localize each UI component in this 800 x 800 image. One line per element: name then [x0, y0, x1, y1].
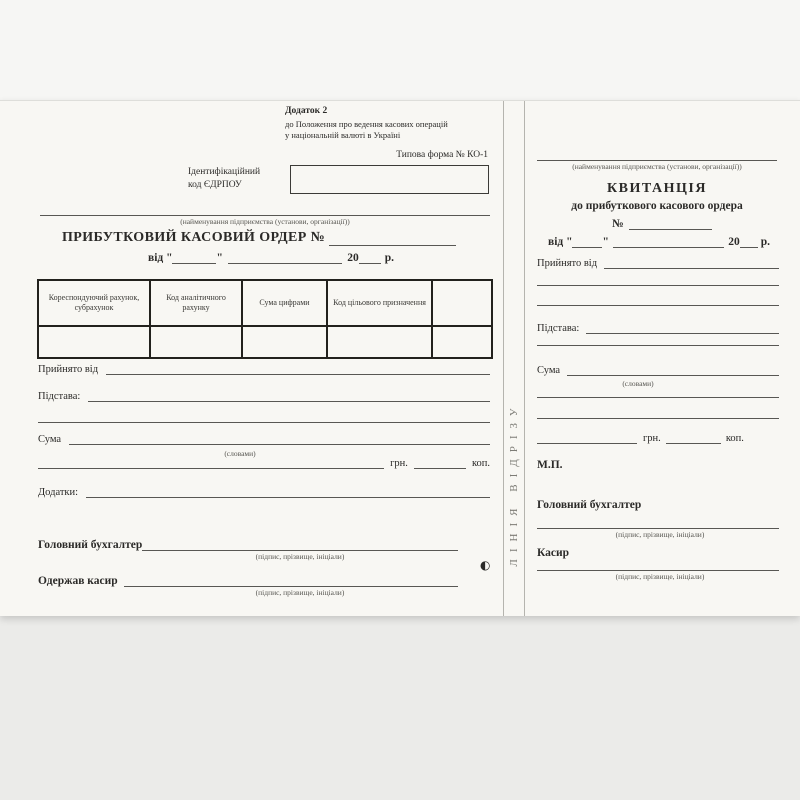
company-name-caption: (найменування підприємства (установи, організації)) — [180, 217, 350, 226]
date-prefix: від " — [548, 236, 573, 248]
chief-accountant-row — [38, 539, 458, 551]
corr-account-table — [37, 279, 493, 359]
header-cell-analytic-code: Код аналітичного рахунку — [150, 280, 242, 326]
accepted-from-line[interactable] — [604, 263, 779, 269]
chief-accountant-label: Головний бухгалтер — [38, 539, 143, 551]
date-year-prefix: 20 — [347, 252, 359, 264]
company-name-line[interactable] — [40, 215, 490, 216]
sum-row — [38, 434, 490, 445]
hrn-label: грн. — [643, 433, 661, 444]
received-cashier-row — [38, 575, 458, 587]
sum-line-2[interactable] — [38, 463, 384, 469]
sum-label: Сума — [38, 434, 62, 445]
received-cashier-signature-line[interactable] — [124, 581, 458, 587]
background-top — [0, 0, 800, 100]
kop-line[interactable] — [666, 438, 721, 444]
header-cell-purpose-code: Код цільового призначення — [327, 280, 432, 326]
header-cell-extra — [432, 280, 492, 326]
date-month-line[interactable] — [228, 258, 342, 264]
receipt-accepted-from-row — [537, 258, 779, 269]
number-sign: № — [612, 218, 624, 230]
receipt-company-name-line[interactable] — [537, 160, 777, 161]
chief-accountant-signature-line[interactable] — [537, 528, 779, 529]
annex-number: Додаток 2 — [285, 106, 328, 116]
accepted-from-line-3[interactable] — [537, 305, 779, 306]
basis-line-2[interactable] — [537, 345, 779, 346]
sum-line-2[interactable] — [537, 397, 779, 398]
signature-caption: (підпис, прізвище, ініціали) — [615, 572, 705, 581]
receipt-basis-row — [537, 323, 779, 334]
attachments-line[interactable] — [86, 492, 490, 498]
cut-line-left — [503, 101, 504, 616]
cashier-signature-line[interactable] — [537, 570, 779, 571]
header-cell-corr-account: Кореспондуючий рахунок, субрахунок — [38, 280, 150, 326]
attachments-label: Додатки: — [38, 487, 79, 498]
annex-text-line2: у національній валюті в Україні — [285, 130, 401, 140]
cell-purpose-code[interactable] — [327, 326, 432, 358]
basis-label: Підстава: — [537, 323, 580, 334]
cell-analytic-code[interactable] — [150, 326, 242, 358]
accepted-from-line-2[interactable] — [537, 285, 779, 286]
date-day-line[interactable] — [172, 258, 216, 264]
cell-extra[interactable] — [432, 326, 492, 358]
receipt-sum-row — [537, 365, 779, 376]
date-quote: " — [602, 236, 609, 248]
sum-line-3[interactable] — [537, 418, 779, 419]
table-header-row — [38, 280, 492, 326]
form-type-label: Типова форма № КО-1 — [396, 150, 488, 160]
receipt-hrn-kop-row — [537, 433, 762, 444]
signature-caption: (підпис, прізвище, ініціали) — [255, 552, 345, 561]
cut-line-label: ЛІНІЯ ВІДРІЗУ — [508, 401, 520, 567]
receipt-number-row — [612, 218, 712, 230]
sum-words-caption: (словами) — [224, 449, 256, 458]
kop-label: коп. — [725, 433, 744, 444]
receipt-title: КВИТАНЦІЯ — [607, 181, 707, 196]
sum-line[interactable] — [567, 370, 779, 376]
date-year-line[interactable] — [740, 242, 758, 248]
edrpou-label-line2: код ЄДРПОУ — [188, 180, 242, 190]
date-quote: " — [216, 252, 223, 264]
table-data-row — [38, 326, 492, 358]
signature-caption: (підпис, прізвище, ініціали) — [255, 588, 345, 597]
date-year-suffix: р. — [384, 252, 394, 264]
order-title-row — [62, 231, 456, 246]
receipt-subtitle: до прибуткового касового ордера — [571, 200, 743, 212]
basis-row — [38, 391, 490, 402]
kop-label: коп. — [471, 458, 490, 469]
sum-line[interactable] — [69, 439, 490, 445]
chief-accountant-signature-line[interactable] — [142, 545, 458, 551]
edrpou-label-line1: Ідентифікаційний — [188, 167, 261, 177]
date-year-suffix: р. — [760, 236, 770, 248]
date-month-line[interactable] — [613, 242, 724, 248]
accepted-from-label: Прийнято від — [38, 364, 99, 375]
order-date-row — [148, 252, 394, 264]
sum-words-caption: (словами) — [622, 379, 654, 388]
attachments-row — [38, 487, 490, 498]
order-number-line[interactable] — [329, 240, 456, 246]
cash-order-form — [0, 100, 800, 616]
header-cell-sum-digits: Сума цифрами — [242, 280, 327, 326]
cell-corr-account[interactable] — [38, 326, 150, 358]
date-year-prefix: 20 — [728, 236, 740, 248]
accepted-from-row — [38, 364, 490, 375]
annex-text-line1: до Положення про ведення касових операцій — [285, 119, 448, 129]
edrpou-input-box[interactable] — [290, 165, 489, 194]
chief-accountant-label: Головний бухгалтер — [537, 499, 642, 511]
order-title: ПРИБУТКОВИЙ КАСОВИЙ ОРДЕР № — [62, 230, 326, 245]
receipt-number-line[interactable] — [629, 224, 712, 230]
signature-caption: (підпис, прізвище, ініціали) — [615, 530, 705, 539]
hrn-line[interactable] — [537, 438, 637, 444]
seal-mark-icon: ◐ — [480, 558, 491, 572]
basis-label: Підстава: — [38, 391, 81, 402]
sum-label: Сума — [537, 365, 561, 376]
hrn-kop-row — [38, 458, 490, 469]
date-day-line[interactable] — [572, 242, 602, 248]
accepted-from-line[interactable] — [106, 369, 490, 375]
basis-line[interactable] — [88, 396, 490, 402]
date-prefix: від " — [148, 252, 173, 264]
date-year-line[interactable] — [359, 258, 381, 264]
receipt-date-row — [548, 236, 770, 248]
receipt-company-caption: (найменування підприємства (установи, організації)) — [572, 162, 742, 171]
cell-sum-digits[interactable] — [242, 326, 327, 358]
cashier-label: Касир — [537, 547, 570, 559]
mp-label: М.П. — [537, 459, 563, 471]
basis-line-2[interactable] — [38, 422, 490, 423]
basis-line[interactable] — [586, 328, 779, 334]
kop-line[interactable] — [414, 463, 466, 469]
cut-line-right — [524, 101, 525, 616]
hrn-label: грн. — [390, 458, 408, 469]
received-cashier-label: Одержав касир — [38, 575, 118, 587]
accepted-from-label: Прийнято від — [537, 258, 598, 269]
